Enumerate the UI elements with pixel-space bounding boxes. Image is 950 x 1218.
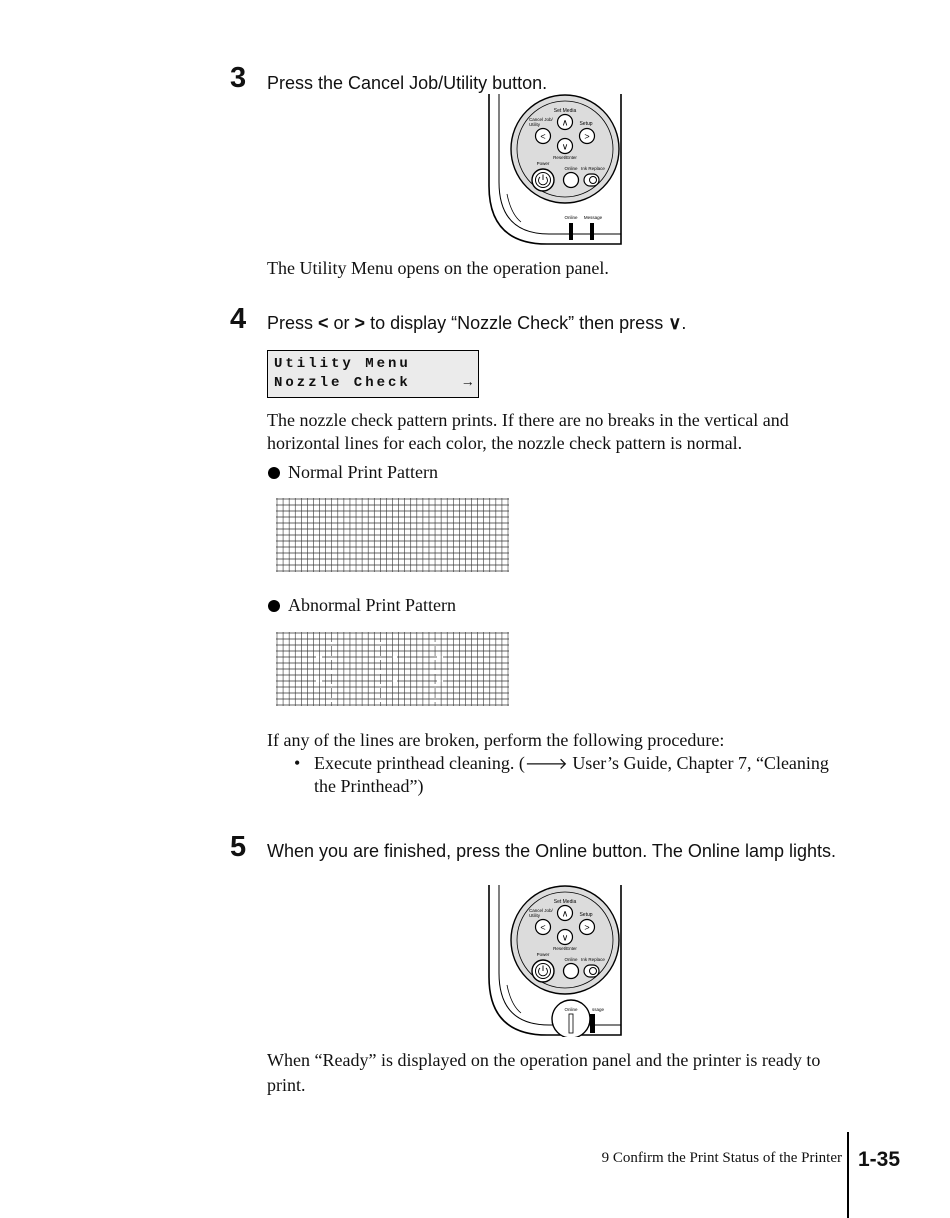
step-number: 3 (230, 62, 247, 94)
svg-text:Online: Online (564, 1007, 578, 1012)
step-text: When you are finished, press the Online button. The Online lamp lights. (267, 841, 836, 861)
step5-result: When “Ready” is displayed on the operation panel and the printer is ready to print. (267, 1050, 821, 1095)
reference-arrow-icon: 🡒 (524, 754, 568, 773)
right-key-icon: > (354, 313, 366, 333)
step3-result: The Utility Menu opens on the operation panel. (267, 258, 609, 278)
left-arrow-icon: < (540, 922, 546, 933)
abnormal-pattern-label: Abnormal Print Pattern (268, 595, 456, 616)
abnormal-print-pattern (276, 632, 509, 706)
message-lamp (590, 1014, 595, 1033)
power-label: Power (536, 161, 550, 166)
step-text: Press < or > to display “Nozzle Check” then press ∨. (267, 313, 687, 333)
message-lamp (590, 223, 594, 240)
lcd-line-2: Nozzle Check (274, 375, 411, 391)
cancel-job-label: Cancel Job/ (529, 117, 553, 122)
operation-panel-illustration (487, 94, 623, 246)
lcd-line-1: Utility Menu (274, 356, 411, 372)
list-bullet: • (294, 753, 301, 773)
online-button (564, 964, 579, 979)
svg-text:Setup: Setup (579, 912, 593, 918)
up-arrow-icon: ∧ (561, 117, 569, 128)
step-number: 4 (230, 303, 247, 335)
set-media-label: Set Media (553, 108, 577, 114)
right-arrow-icon: > (584, 922, 590, 933)
svg-text:ssage: ssage (591, 1007, 605, 1012)
down-key-icon: ∨ (668, 313, 682, 333)
step-text: Press the Cancel Job/Utility button. (267, 73, 548, 93)
ink-replace-label: Ink Replace (581, 166, 605, 171)
online-lamp-lit (569, 1014, 573, 1033)
online-button (564, 173, 579, 188)
cleaning-instruction: Execute printhead cleaning. (🡒 User’s Guide, Chapter 7, “Cleaning the Printhead”) (314, 753, 829, 796)
svg-text:Utility: Utility (529, 913, 540, 918)
message-lamp-label: Message (583, 215, 603, 220)
svg-text:Reset/Enter: Reset/Enter (553, 946, 577, 951)
svg-text:Set Media: Set Media (553, 899, 577, 905)
step-number: 5 (230, 831, 247, 863)
utility-label: Utility (529, 122, 540, 127)
svg-text:Power: Power (536, 952, 550, 957)
online-lamp-label: Online (564, 215, 578, 220)
left-arrow-icon: < (540, 131, 546, 142)
step4-result: The nozzle check pattern prints. If there are no breaks in the vertical and horizontal lines for each color, the nozzle check pattern is normal. (267, 410, 789, 453)
svg-text:Online: Online (564, 957, 578, 962)
bullet-icon (268, 467, 280, 479)
right-arrow-icon: → (463, 375, 472, 391)
right-arrow-icon: > (584, 131, 590, 142)
online-button-label: Online (564, 166, 578, 171)
down-arrow-icon: ∨ (561, 932, 569, 943)
reset-enter-label: Reset/Enter (553, 155, 577, 160)
page-number: 1-35 (858, 1148, 901, 1171)
footer-section-title: 9 Confirm the Print Status of the Printer (601, 1150, 842, 1166)
operation-panel-illustration-online (487, 885, 623, 1037)
normal-print-pattern (276, 498, 509, 572)
broken-lines-intro: If any of the lines are broken, perform the following procedure: (267, 730, 725, 750)
setup-label: Setup (579, 121, 593, 127)
down-arrow-icon: ∨ (561, 141, 569, 152)
bullet-icon (268, 600, 280, 612)
left-key-icon: < (318, 313, 329, 333)
lcd-display (267, 350, 479, 398)
online-lamp (569, 223, 573, 240)
up-arrow-icon: ∧ (561, 908, 569, 919)
footer-divider (847, 1132, 849, 1218)
svg-text:Cancel Job/: Cancel Job/ (529, 908, 553, 913)
normal-pattern-label: Normal Print Pattern (268, 462, 438, 483)
svg-text:Ink Replace: Ink Replace (581, 957, 605, 962)
